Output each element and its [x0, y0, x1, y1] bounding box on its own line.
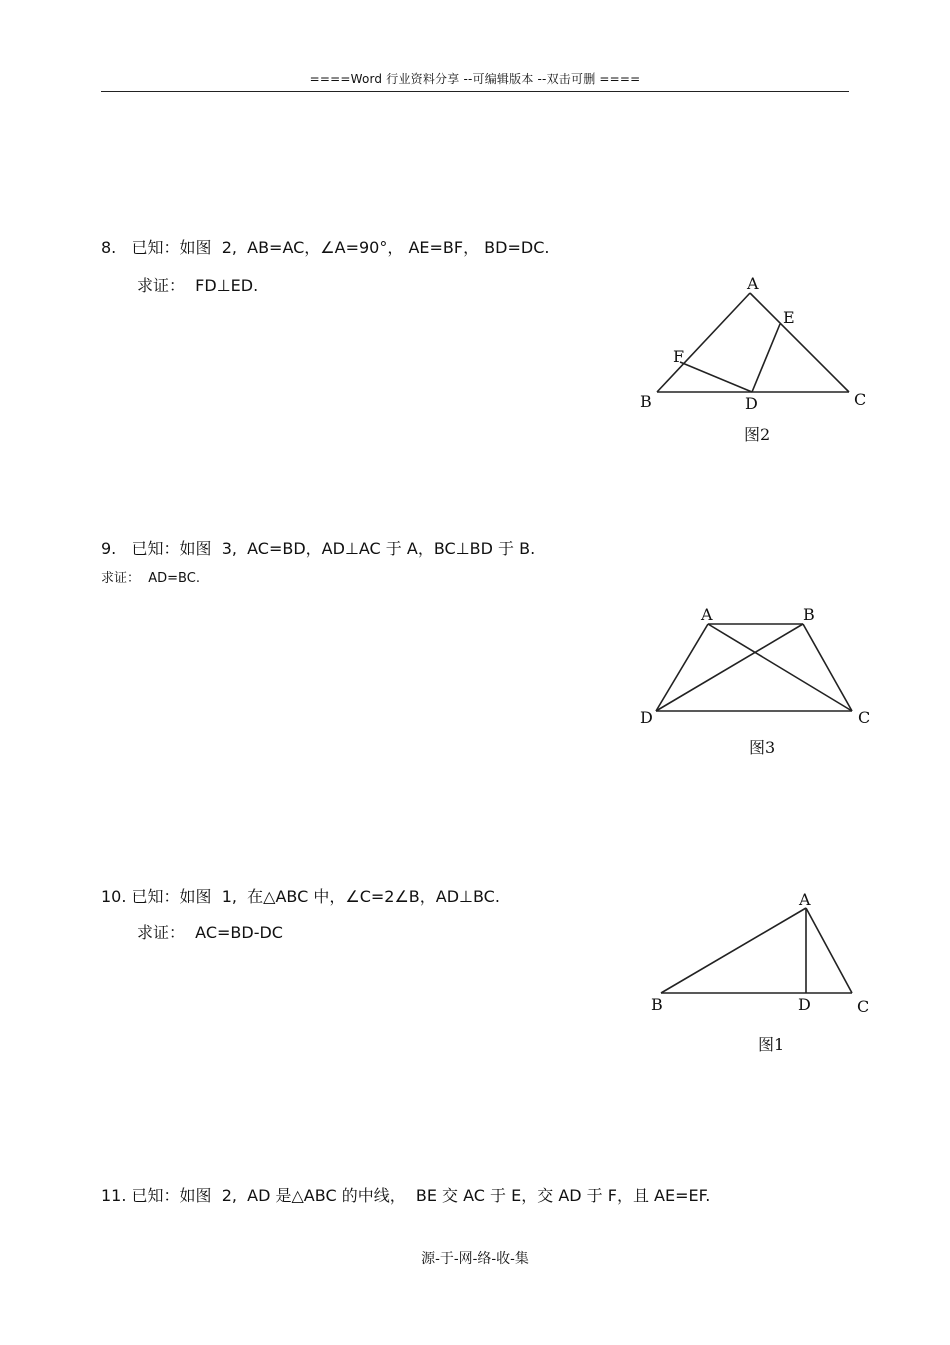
fig2-segment-de	[752, 324, 780, 392]
fig3-segment-ad	[656, 624, 708, 711]
fig3-segment-bc	[803, 624, 852, 711]
page-header: ====Word 行业资料分享 --可编辑版本 --双击可删 ====	[309, 72, 641, 86]
fig2-label-e: E	[783, 308, 795, 327]
problem-8-prove: 求证： FD⊥ED.	[137, 276, 259, 295]
fig3-label-b: B	[803, 605, 815, 624]
fig2-label-a: A	[747, 274, 759, 293]
fig2-segment-ac	[750, 293, 849, 392]
problem-10-given: 10. 已知：如图 1, 在△ABC 中，∠C=2∠B，AD⊥BC.	[101, 887, 500, 906]
problem-11-given: 11. 已知：如图 2, AD 是△ABC 的中线， BE 交 AC 于 E，交 AD 于 F，且 AE=EF.	[101, 1186, 711, 1205]
header-rule	[101, 91, 849, 92]
fig2-label-b: B	[640, 392, 652, 411]
problem-10-prove: 求证： AC=BD-DC	[137, 923, 283, 942]
figure-2	[630, 270, 880, 454]
fig1-segment-ac	[806, 908, 852, 993]
fig1-label-b: B	[651, 995, 663, 1014]
fig2-label-f: F	[673, 347, 685, 366]
fig1-label-c: C	[857, 997, 870, 1016]
fig1-segment-ab	[661, 908, 806, 993]
problem-9-given: 9. 已知：如图 3, AC=BD，AD⊥AC 于 A，BC⊥BD 于 B.	[101, 539, 536, 558]
page-footer: 源-于-网-络-收-集	[421, 1251, 529, 1267]
fig3-label-a: A	[701, 605, 713, 624]
problem-9-prove: 求证： AD=BC.	[101, 571, 200, 586]
fig3-label-c: C	[858, 708, 871, 727]
fig2-label-c: C	[854, 390, 867, 409]
fig2-label-d: D	[745, 394, 758, 413]
problem-8-given: 8. 已知：如图 2, AB=AC，∠A=90°， AE=BF， BD=DC.	[101, 238, 550, 257]
figure-1	[640, 885, 885, 1064]
fig3-label-d: D	[640, 708, 653, 727]
fig1-label-d: D	[798, 995, 811, 1014]
figure-3	[630, 600, 880, 769]
fig2-segment-fd	[680, 362, 752, 392]
fig2-segment-ab	[657, 293, 750, 392]
fig2-caption: 图2	[744, 425, 771, 444]
fig1-caption: 图1	[758, 1035, 785, 1054]
fig3-caption: 图3	[749, 738, 776, 757]
fig1-label-a: A	[799, 890, 811, 909]
